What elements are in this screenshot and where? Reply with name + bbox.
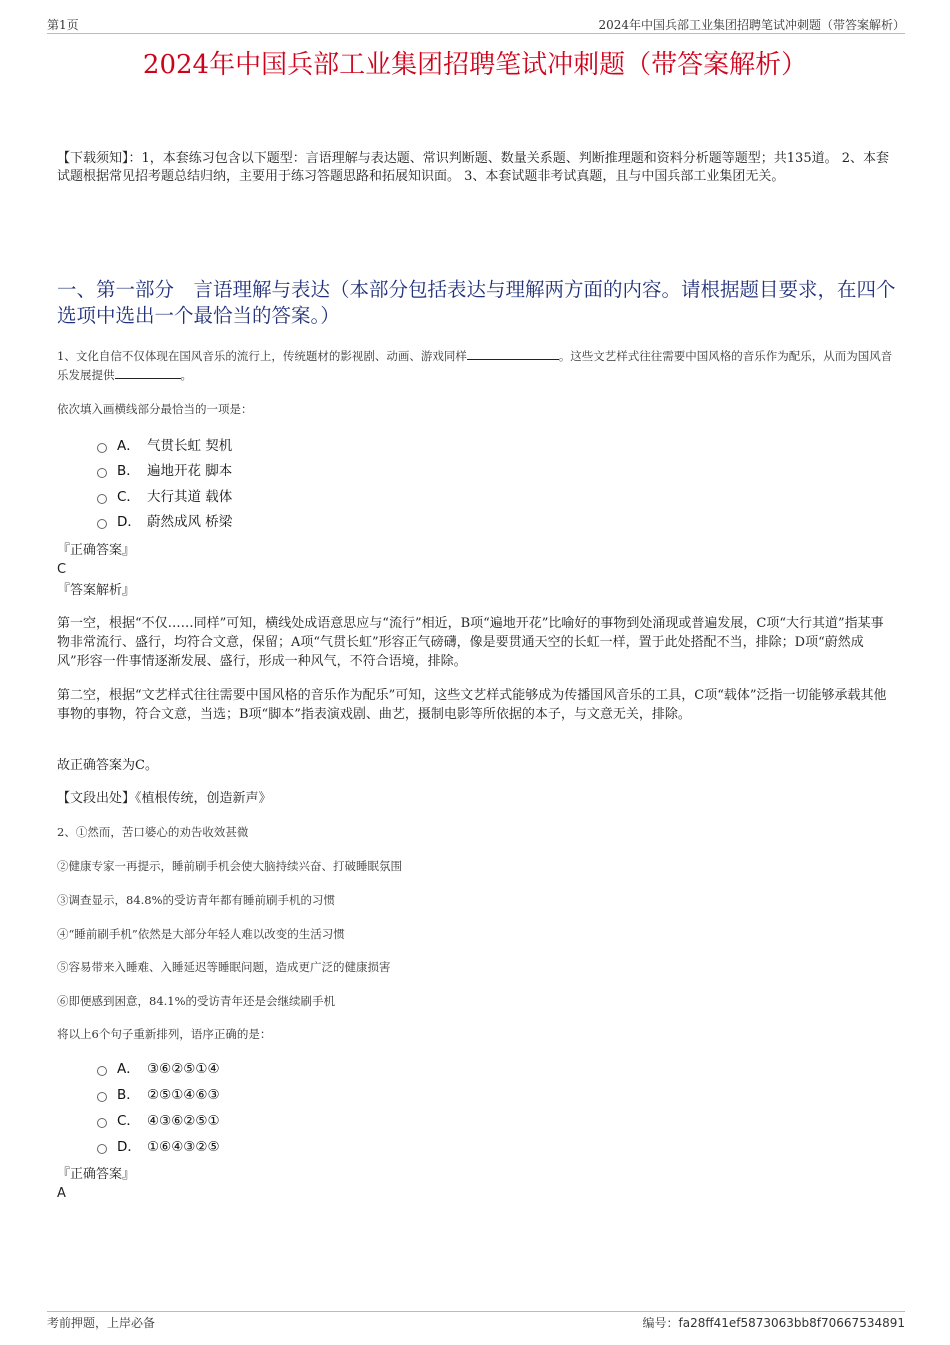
q2-sentence-5: ⑤容易带来入睡难、入睡延迟等睡眠问题，造成更广泛的健康损害 <box>57 960 391 974</box>
q2-sentence-1: 2、①然而，苦口婆心的劝告收效甚微 <box>57 825 249 839</box>
footer-code <box>642 1314 905 1331</box>
header-divider <box>47 33 905 34</box>
question-1-text-c: 。 <box>180 368 192 382</box>
radio-icon[interactable] <box>97 1118 107 1128</box>
question-1-stem <box>57 347 897 385</box>
radio-icon[interactable] <box>97 443 107 453</box>
q1-option-a[interactable]: A． 气贯长虹 契机 <box>97 436 232 456</box>
q1-option-d[interactable]: D． 蔚然成风 桥梁 <box>97 512 232 532</box>
radio-icon[interactable] <box>97 1144 107 1154</box>
q1-analysis-label: 『答案解析』 <box>57 583 136 598</box>
q1-option-c[interactable]: C． 大行其道 载体 <box>97 487 232 507</box>
q2-answer-label: 『正确答案』 <box>57 1167 136 1182</box>
blank-line <box>115 366 181 379</box>
section-heading: 一、第一部分 言语理解与表达（本部分包括表达与理解两方面的内容。请根据题目要求，在四个选项中选出一个最恰当的答案。） <box>57 278 896 327</box>
q1-answer: C <box>57 562 67 577</box>
q1-answer-label: 『正确答案』 <box>57 543 136 558</box>
blank-line <box>467 347 559 360</box>
question-1-text-b: 。这些文艺样式往往需要中国风格的音乐作为配乐，从而为国风音乐发展提供 <box>57 349 893 382</box>
q1-conclusion: 故正确答案为C。 <box>57 758 158 773</box>
header-doc-title: 2024年中国兵部工业集团招聘笔试冲刺题（带答案解析） <box>598 18 905 32</box>
footer-code-label: 编号： <box>642 1316 679 1330</box>
radio-icon[interactable] <box>97 494 107 504</box>
question-1-text-a: 1、文化自信不仅体现在国风音乐的流行上，传统题材的影视剧、动画、游戏同样 <box>57 349 467 363</box>
q2-sentence-3: ③调查显示，84.8%的受访青年都有睡前刷手机的习惯 <box>57 893 336 907</box>
q2-option-d[interactable]: D． ①⑥④③②⑤ <box>97 1137 220 1157</box>
question-1-prompt: 依次填入画横线部分最恰当的一项是： <box>57 402 253 416</box>
q2-answer: A <box>57 1186 66 1201</box>
radio-icon[interactable] <box>97 468 107 478</box>
footer-divider <box>47 1311 905 1312</box>
footer-code-value: fa28ff41ef5873063bb8f70667534891 <box>678 1316 905 1330</box>
download-notice: 【下载须知】：1，本套练习包含以下题型：言语理解与表达题、常识判断题、数量关系题、判断推理题和资料分析题等题型；共135道。 2、本套试题根据常见招考题总结归纳，主要用于练习答题思路和拓展知识面。 3、本套试题非考试真题，且与中国兵部工业集团无关。 <box>57 151 889 184</box>
q2-sentence-4: ④“睡前刷手机”依然是大部分年轻人难以改变的生活习惯 <box>57 927 345 941</box>
q1-analysis-paragraph-1: 第一空，根据“不仅……同样”可知，横线处成语意思应与“流行”相近，B项“遍地开花”比喻好的事物到处涌现或普遍发展，C项“大行其道”指某事物非常流行、盛行，均符合文意，保留；A项“气贯长虹”形容正气磅礴，像是要贯通天空的长虹一样，置于此处搭配不当，排除；D项“蔚然成风”形容一件事情逐渐发展、盛行，形成一种风气，不符合语境，排除。 <box>57 616 884 669</box>
q1-analysis-paragraph-2: 第二空，根据“文艺样式往往需要中国风格的音乐作为配乐”可知，这些文艺样式能够成为传播国风音乐的工具，C项“载体”泛指一切能够承载其他事物的事物，符合文意，当选；B项“脚本”指表演戏剧、曲艺，摄制电影等所依据的本子，与文意无关，排除。 <box>57 688 887 722</box>
q2-prompt: 将以上6个句子重新排列，语序正确的是： <box>57 1027 272 1041</box>
q2-option-c[interactable]: C． ④③⑥②⑤① <box>97 1111 220 1131</box>
radio-icon[interactable] <box>97 1066 107 1076</box>
q2-sentence-2: ②健康专家一再提示，睡前刷手机会使大脑持续兴奋、打破睡眠氛围 <box>57 859 402 873</box>
page-title: 2024年中国兵部工业集团招聘笔试冲刺题（带答案解析） <box>142 50 808 80</box>
page-number: 第1页 <box>47 18 79 32</box>
q1-option-b[interactable]: B． 遍地开花 脚本 <box>97 461 232 481</box>
q2-option-b[interactable]: B． ②⑤①④⑥③ <box>97 1085 220 1105</box>
q1-source: 【文段出处】《植根传统，创造新声》 <box>57 791 272 806</box>
q2-option-a[interactable]: A． ③⑥②⑤①④ <box>97 1059 220 1079</box>
q2-sentence-6: ⑥即便感到困意，84.1%的受访青年还是会继续刷手机 <box>57 994 336 1008</box>
radio-icon[interactable] <box>97 519 107 529</box>
footer-slogan: 考前押题，上岸必备 <box>47 1316 156 1330</box>
radio-icon[interactable] <box>97 1092 107 1102</box>
